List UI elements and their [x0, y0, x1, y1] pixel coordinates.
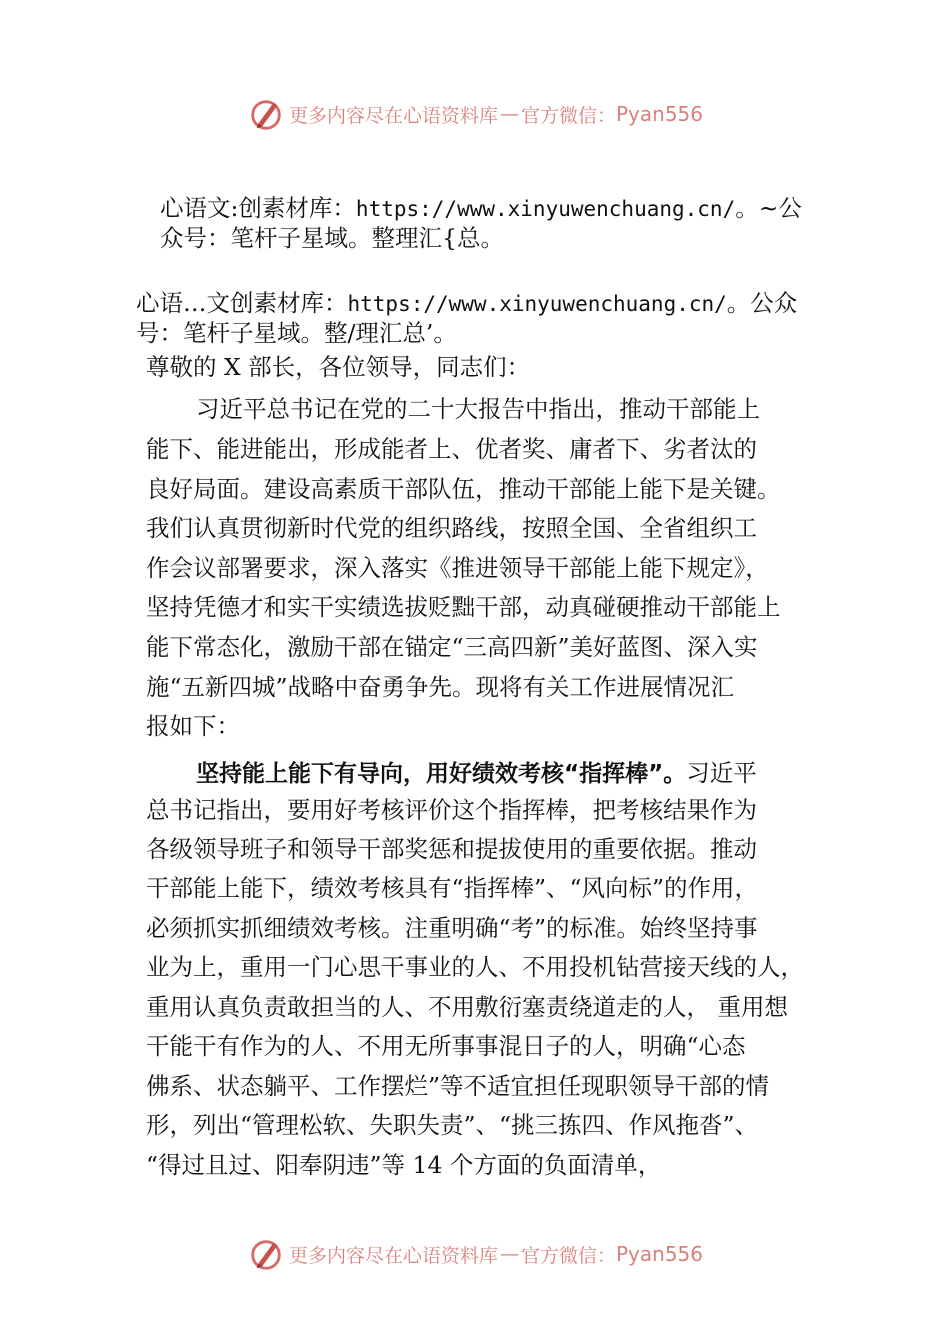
note1-line2: 众号：笔杆子星域。整理汇{总。 [160, 224, 504, 252]
para1-line: 坚持凭德才和实干实绩选拔贬黜干部，动真碰硬推动干部能上 [146, 593, 781, 621]
note2-url: https://www.xinyuwenchuang.cn/ [347, 292, 727, 316]
note2-line2: 号：笔杆子星域。整/理汇总’。 [136, 319, 457, 347]
para2-line: 干能干有作为的人、不用无所事事混日子的人，明确“心态 [146, 1032, 746, 1060]
para1-line: 能下常态化，激励干部在锚定“三高四新”美好蓝图、深入实 [146, 633, 758, 661]
para2-line: 重用认真负责敢担当的人、不用敷衍塞责绕道走的人， 重用想 [146, 993, 788, 1021]
para2-line: 各级领导班子和领导干部奖惩和提拔使用的重要依据。推动 [146, 835, 757, 863]
para2-heading: 坚持能上能下有导向，用好绩效考核“指挥棒”。 [196, 761, 687, 787]
salutation: 尊敬的 X 部长，各位领导，同志们： [146, 353, 531, 381]
para1-line: 施“五新四城”战略中奋勇争先。现将有关工作进展情况汇 [146, 673, 735, 701]
para2-line: 形，列出“管理松软、失职失责”、“挑三拣四、作风拖沓”、 [146, 1111, 759, 1139]
para2-line: “得过且过、阳奉阴违”等 14 个方面的负面清单， [146, 1151, 662, 1179]
watermark-banner-bottom [0, 1232, 950, 1276]
note1-line1 [160, 193, 802, 224]
watermark-wechat-label: 官方微信： [520, 104, 616, 127]
note2-label: 心语…文创素材库： [136, 289, 348, 317]
note2-line1 [136, 288, 797, 319]
watermark-site: 更多内容尽在心语资料库 [288, 104, 498, 127]
para2-line: 业为上，重用一门心思干事业的人、不用投机钻营接天线的人， [146, 953, 804, 981]
note2-tail: 。公众 [726, 289, 798, 317]
para1-line: 报如下： [146, 712, 240, 740]
para2-line: 佛系、状态躺平、工作摆烂”等不适宜担任现职领导干部的情 [146, 1072, 770, 1100]
note1-label: 心语文:创素材库： [160, 194, 356, 222]
note1-url: https://www.xinyuwenchuang.cn/ [355, 197, 736, 221]
para2-line: 必须抓实抓细绩效考核。注重明确“考”的标准。始终坚持事 [146, 914, 758, 942]
watermark-banner-top [0, 92, 950, 136]
watermark-site: 更多内容尽在心语资料库 [288, 1244, 498, 1267]
watermark-dash: — [499, 1243, 519, 1265]
para2-line: 干部能上能下，绩效考核具有“指挥棒”、“风向标”的作用， [146, 874, 759, 902]
watermark-wechat-label: 官方微信： [520, 1244, 616, 1267]
para2-first-line [196, 758, 757, 789]
para1-line: 良好局面。建设高素质干部队伍，推动干部能上能下是关键。 [146, 475, 781, 503]
note1-tail: 。~公 [735, 194, 802, 222]
para2-first-tail: 习近平 [686, 759, 757, 787]
para1-line: 我们认真贯彻新时代党的组织路线，按照全国、全省组织工 [146, 514, 757, 542]
pen-logo-icon [247, 1235, 285, 1273]
para2-line: 总书记指出，要用好考核评价这个指挥棒，把考核结果作为 [146, 796, 757, 824]
watermark-dash: — [499, 103, 519, 125]
para1-line: 能下、能进能出，形成能者上、优者奖、庸者下、劣者汰的 [146, 435, 757, 463]
para1-line: 作会议部署要求，深入落实《推进领导干部能上能下规定》， [146, 554, 769, 582]
pen-logo-icon [247, 95, 285, 133]
watermark-wechat-id: Pyan556 [616, 102, 704, 126]
watermark-wechat-id: Pyan556 [616, 1242, 704, 1266]
para1-line: 习近平总书记在党的二十大报告中指出，推动干部能上 [196, 395, 760, 423]
